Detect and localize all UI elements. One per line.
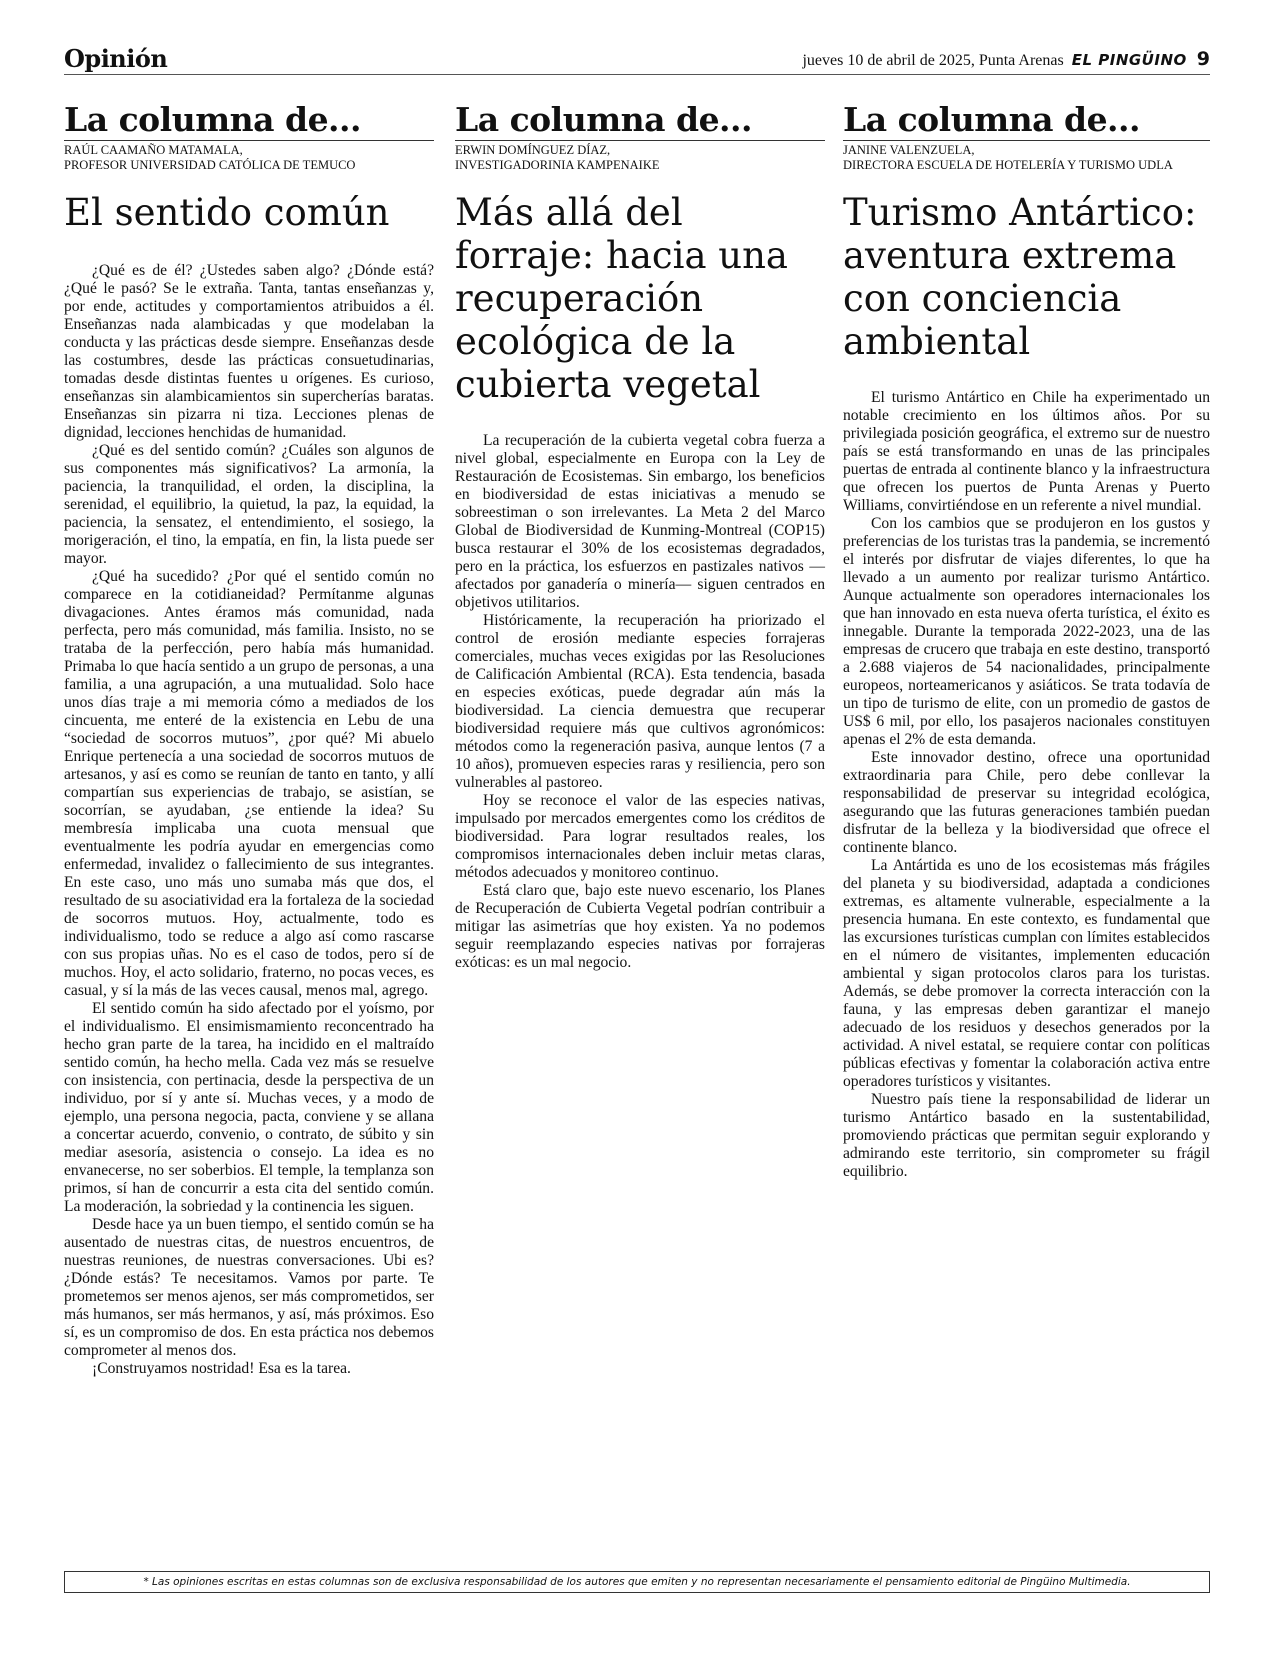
paragraph: Nuestro país tiene la responsabilidad de liderar un turismo Antártico basado en la sustentabilidad, promoviendo prácticas que permitan seguir explorando y admirando este territorio, sin comprometer su frágil equilibrio.	[843, 1091, 1210, 1180]
section-title: Opinión	[64, 44, 168, 73]
column-kicker: La columna de...	[64, 100, 434, 141]
paragraph: Desde hace ya un buen tiempo, el sentido común se ha ausentado de nuestras citas, de nuestros encuentros, de nuestras reuniones, de nuestras conversaciones. Ubi es? ¿Dónde estás? Te necesitamos. Vamos por parte. Te prometemos ser menos ajenos, ser más comprometidos, ser más humanos, ser más hermanos, y así, más próximos. Eso sí, es un compromiso de dos. En esta práctica nos debemos comprometer al menos dos.	[64, 1216, 434, 1359]
column-kicker: La columna de...	[843, 100, 1210, 141]
opinion-column-1	[64, 100, 434, 1378]
paragraph: ¿Qué es del sentido común? ¿Cuáles son algunos de sus componentes más significativos? La armonía, la paciencia, la tranquilidad, el orden, la disciplina, la serenidad, el equilibrio, la quietud, la paz, la equidad, la paciencia, la sensatez, el entendimiento, el sosiego, la morigeración, el tino, la empatía, en fin, la lista puede ser mayor.	[64, 442, 434, 567]
column-kicker: La columna de...	[455, 100, 825, 141]
publication-date: jueves 10 de abril de 2025, Punta Arenas	[802, 52, 1064, 69]
paragraph: Históricamente, la recuperación ha priorizado el control de erosión mediante especies forrajeras comerciales, muchas veces exigidas por las Resoluciones de Calificación Ambiental (RCA). Esta tendencia, basada en especies exóticas, puede degradar aún más la biodiversidad. La ciencia demuestra que recuperar biodiversidad requiere más que cultivos agronómicos: métodos como la regeneración pasiva, aunque lentos (7 a 10 años), promueven especies raras y resiliencia, pero son vulnerables al pastoreo.	[455, 612, 825, 791]
page-number: 9	[1196, 48, 1210, 70]
author-role: DIRECTORA ESCUELA DE HOTELERÍA Y TURISMO UDLA	[843, 158, 1173, 172]
paragraph: Con los cambios que se produjeron en los gustos y preferencias de los turistas tras la pandemia, se incrementó el interés por disfrutar de viajes diferentes, lo que ha llevado a un aumento por realizar turismo Antártico. Aunque actualmente son operadores internacionales los que han innovado en esta nueva oferta turística, el éxito es innegable. Durante la temporada 2022-2023, una de las empresas de crucero que trabaja en este destino, transportó a 2.688 viajeros de 54 nacionalidades, principalmente europeos, norteamericanos y asiáticos. Se trata todavía de un tipo de turismo de elite, con un promedio de gastos de US$ 6 mil, por ello, los pasajeros nacionales constituyen apenas el 2% de esta demanda.	[843, 515, 1210, 748]
author-byline	[843, 143, 1210, 173]
paragraph: El turismo Antártico en Chile ha experimentado un notable crecimiento en los últimos años. Por su privilegiada posición geográfica, el extremo sur de nuestro país se está transformando en unas de las principales puertas de entrada al continente blanco y la infraestructura que ofrecen los puertos de Punta Arenas y Puerto Williams, convirtiéndose en un referente a nivel mundial.	[843, 389, 1210, 514]
header-meta	[802, 48, 1210, 70]
page-header	[64, 42, 1210, 75]
paragraph: La recuperación de la cubierta vegetal cobra fuerza a nivel global, especialmente en Europa con la Ley de Restauración de Ecosistemas. Sin embargo, los beneficios en biodiversidad de estas iniciativas a menudo se sobreestiman o son irrelevantes. La Meta 2 del Marco Global de Biodiversidad de Kunming-Montreal (COP15) busca restaurar el 30% de los ecosistemas degradados, pero en la práctica, los esfuerzos en pastizales nativos —afectados por ganadería o minería— siguen centrados en objetivos utilitarios.	[455, 432, 825, 611]
article-body	[843, 389, 1210, 1181]
paragraph: El sentido común ha sido afectado por el yoísmo, por el individualismo. El ensimismamiento reconcentrado ha hecho gran parte de la tarea, ha incidido en el maltraído sentido común, ha hecho mella. Cada vez más se resuelve con insistencia, con pertinacia, desde la perspectiva de un individuo, por sí y ante sí. Muchas veces, y a modo de ejemplo, una persona negocia, pacta, conviene y se allana a concertar acuerdo, convenio, o contrato, de súbito y sin mediar asesoría, asistencia o consejo. La idea es no envanecerse, no ser soberbios. El temple, la templanza son primos, sí han de concurrir a esta cita del sentido común. La moderación, la sobriedad y la continencia les siguen.	[64, 1000, 434, 1215]
author-byline	[455, 143, 825, 173]
article-title: Turismo Antártico: aventura extrema con conciencia ambiental	[843, 191, 1197, 363]
author-role: PROFESOR UNIVERSIDAD CATÓLICA DE TEMUCO	[64, 158, 356, 172]
paragraph: ¿Qué es de él? ¿Ustedes saben algo? ¿Dónde está? ¿Qué le pasó? Se le extraña. Tanta, tantas enseñanzas y, por ende, actitudes y comportamientos atribuidos a él. Enseñanzas nada alambicadas y que modelaban la conducta y las prácticas desde siempre. Enseñanzas desde las costumbres, desde las prácticas consuetudinarias, tomadas desde distintas fuentes u orígenes. Es curioso, enseñanzas sin alambicamientos sin supercherías baratas. Enseñanzas sin pizarra ni tiza. Lecciones plenas de dignidad, lecciones henchidas de humanidad.	[64, 262, 434, 441]
disclaimer-text: * Las opiniones escritas en estas columnas son de exclusiva responsabilidad de los autores que emiten y no representan necesariamente el pensamiento editorial de Pingüino Multimedia.	[143, 1576, 1131, 1588]
article-title: Más allá del forraje: hacia una recuperación ecológica de la cubierta vegetal	[455, 191, 788, 406]
author-role: INVESTIGADORINIA KAMPENAIKE	[455, 158, 660, 172]
opinion-column-3	[843, 100, 1210, 1181]
author-name: JANINE VALENZUELA,	[843, 143, 975, 157]
article-title: El sentido común	[64, 191, 390, 234]
paragraph: ¡Construyamos nostridad! Esa es la tarea.	[92, 1360, 351, 1377]
author-name: ERWIN DOMÍNGUEZ DÍAZ,	[455, 143, 611, 157]
paragraph: Este innovador destino, ofrece una oportunidad extraordinaria para Chile, pero debe conllevar la responsabilidad de preservar su integridad ecológica, asegurando que las futuras generaciones también puedan disfrutar de la belleza y la biodiversidad que ofrece el continente blanco.	[843, 749, 1210, 856]
opinion-column-2	[455, 100, 825, 972]
paragraph: La Antártida es uno de los ecosistemas más frágiles del planeta y su biodiversidad, adaptada a condiciones extremas, es altamente vulnerable, especialmente a la presencia humana. En este contexto, es fundamental que las excursiones turísticas cumplan con límites establecidos en el número de visitantes, implementen educación ambiental y sigan protocolos claros para los turistas. Además, se debe promover la correcta interacción con la fauna, y las empresas deben garantizar el manejo adecuado de los residuos y desechos generados por la actividad. A nivel estatal, se requiere contar con políticas públicas efectivas y fomentar la colaboración activa entre operadores turísticos y visitantes.	[843, 857, 1210, 1090]
editorial-disclaimer	[64, 1571, 1210, 1593]
newspaper-logo: EL PINGÜINO	[1071, 51, 1187, 69]
article-body	[455, 432, 825, 972]
paragraph: Está claro que, bajo este nuevo escenario, los Planes de Recuperación de Cubierta Vegetal podrían contribuir a mitigar las asimetrías que hoy existen. Ya no podemos seguir reemplazando especies nativas por forrajeras exóticas: es un mal negocio.	[455, 882, 825, 971]
article-body	[64, 262, 434, 1378]
author-name: RAÚL CAAMAÑO MATAMALA,	[64, 143, 243, 157]
author-byline	[64, 143, 434, 173]
paragraph: ¿Qué ha sucedido? ¿Por qué el sentido común no comparece en la cotidianeidad? Permítanme algunas divagaciones. Antes éramos más comunidad, nada perfecta, pero más comunidad, más familia. Insisto, no se trataba de la perfección, pero había más humanidad. Primaba lo que hacía sentido a un grupo de personas, a una familia, a una agrupación, a una mutualidad. Solo hace unos días traje a mi memoria cómo a mediados de los cincuenta, me enteré de la existencia en Lebu de una “sociedad de socorros mutuos”, ¿por qué? Mi abuelo Enrique pertenecía a una sociedad de socorros mutuos de artesanos, y así es como se reunían de tanto en tanto, y allí compartían sus experiencias de trabajo, se asistían, se socorrían, se ayudaban, ¿se entiende la idea? Su membresía implicaba una cuota mensual que eventualmente les podría ayudar en emergencias como enfermedad, invalidez o fallecimiento de sus integrantes. En este caso, uno más uno sumaba más que dos, el resultado de su asociatividad era la fortaleza de la sociedad de socorros mutuos. Hoy, actualmente, todo es individualismo, todo se reduce a algo así como rascarse con sus propias uñas. No es el caso de todos, pero sí de muchos. Hoy, el acto solidario, fraterno, no pocas veces, es casual, y sí la más de las veces causal, menos mal, agrego.	[64, 568, 434, 999]
paragraph: Hoy se reconoce el valor de las especies nativas, impulsado por mercados emergentes como los créditos de biodiversidad. Para lograr resultados reales, los compromisos internacionales deben incluir metas claras, métodos adecuados y monitoreo continuo.	[455, 792, 825, 881]
